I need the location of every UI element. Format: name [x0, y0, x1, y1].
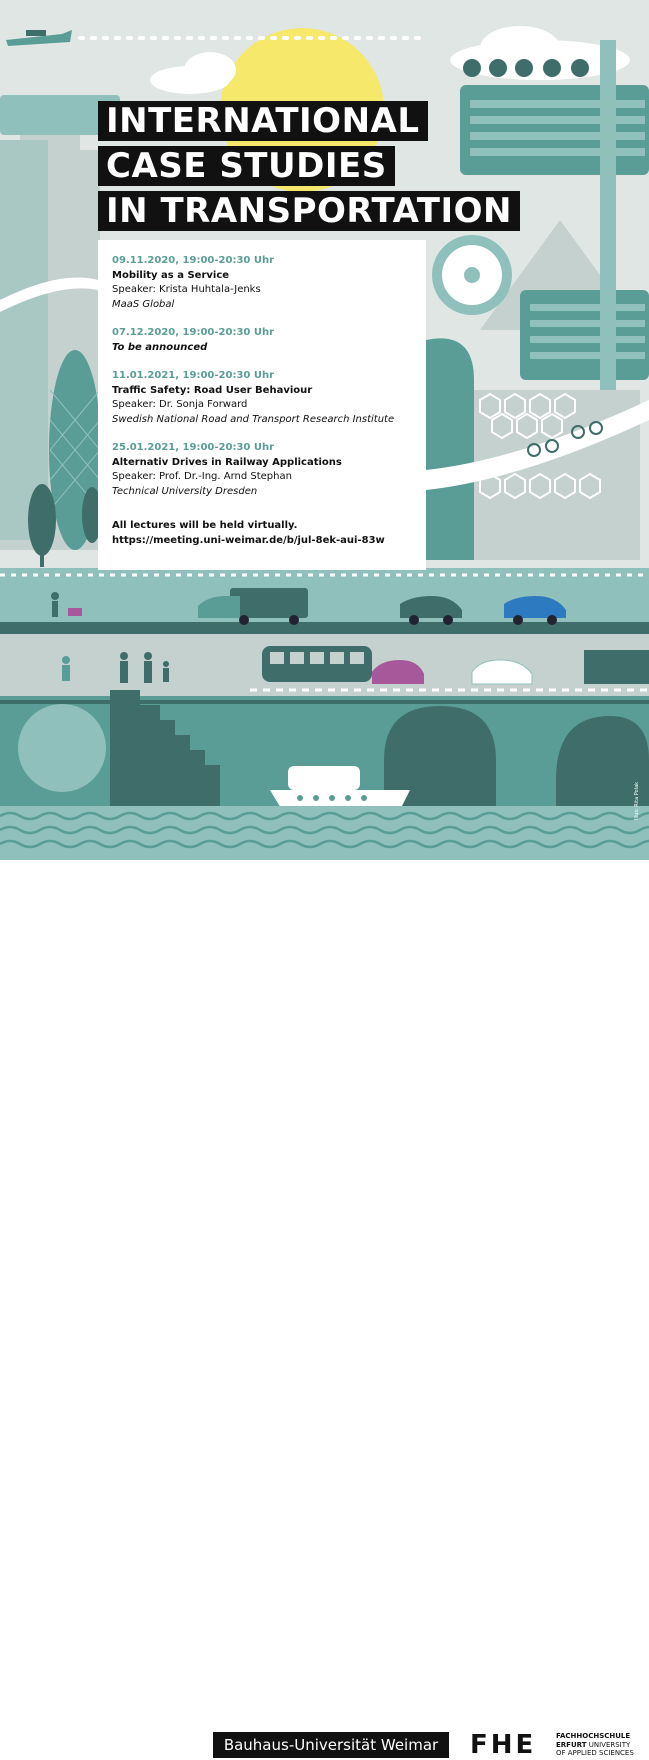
event-organization: Swedish National Road and Transport Research Institute	[112, 413, 395, 425]
event-1	[112, 254, 412, 312]
title-line-2: CASE STUDIES	[98, 146, 395, 186]
event-organization: Technical University Dresden	[112, 485, 258, 497]
lecture-schedule	[98, 240, 426, 570]
fhe-logo-text	[556, 1732, 646, 1758]
event-topic: To be announced	[112, 341, 208, 353]
event-date: 11.01.2021, 19:00-20:30 Uhr	[112, 370, 275, 381]
fhe-line-3: OF APPLIED SCIENCES	[556, 1749, 634, 1757]
event-topic: Alternativ Drives in Railway Applications	[112, 456, 342, 468]
event-2	[112, 326, 412, 355]
event-date: 07.12.2020, 19:00-20:30 Uhr	[112, 327, 275, 338]
event-speaker: Speaker: Krista Huhtala-Jenks	[112, 284, 261, 295]
virtual-note: All lectures will be held virtually.	[112, 520, 298, 531]
fhe-line-2-bold: ERFURT	[556, 1740, 587, 1749]
footer	[0, 860, 649, 1760]
poster	[0, 0, 649, 860]
event-3	[112, 369, 412, 427]
event-date: 09.11.2020, 19:00-20:30 Uhr	[112, 255, 275, 266]
fhe-line-2-rest: UNIVERSITY	[586, 1740, 631, 1749]
meeting-link[interactable]: https://meeting.uni-weimar.de/b/jul-8ek-aui-83w	[112, 534, 385, 546]
event-speaker: Speaker: Dr. Sonja Forward	[112, 399, 248, 410]
event-topic: Mobility as a Service	[112, 269, 230, 281]
event-topic: Traffic Safety: Road User Behaviour	[112, 384, 313, 396]
title-line-1: INTERNATIONAL	[98, 101, 428, 141]
fhe-line-1: FACHHOCHSCHULE	[556, 1732, 631, 1740]
event-4	[112, 441, 412, 499]
event-date: 25.01.2021, 19:00-20:30 Uhr	[112, 442, 275, 453]
event-organization: MaaS Global	[112, 298, 175, 310]
bauhaus-logo: Bauhaus-Universität Weimar	[213, 1732, 449, 1758]
title-line-3: IN TRANSPORTATION	[98, 191, 520, 231]
event-speaker: Speaker: Prof. Dr.-Ing. Arnd Stephan	[112, 471, 292, 482]
fhe-logo: FHE	[470, 1730, 537, 1760]
illustration-credit: Illus: Rita Polak	[634, 781, 640, 820]
